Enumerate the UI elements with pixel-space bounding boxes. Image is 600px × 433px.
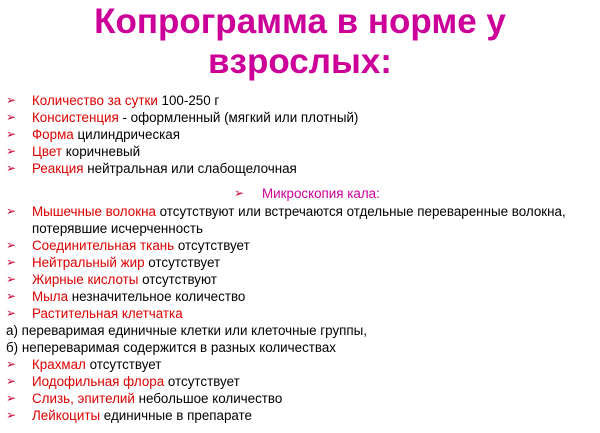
item-term: Консистенция	[32, 110, 119, 125]
arrow-bullet-icon: ➢	[6, 93, 17, 107]
arrow-bullet-icon: ➢	[6, 161, 17, 175]
item-term: Нейтральный жир	[32, 255, 145, 270]
item-text: - оформленный (мягкий или плотный)	[118, 110, 359, 125]
item-term: Форма	[32, 127, 74, 142]
arrow-bullet-icon: ➢	[6, 306, 17, 320]
item-text: отсутствуют	[138, 272, 217, 287]
arrow-bullet-icon: ➢	[6, 272, 17, 286]
item-term: Количество за сутки	[32, 93, 158, 108]
arrow-bullet-icon: ➢	[6, 374, 17, 388]
arrow-bullet-icon: ➢	[6, 408, 17, 422]
item-term: Растительная клетчатка	[32, 306, 183, 321]
list-item-leukocytes	[0, 407, 600, 424]
list-item-muscle-fibers	[0, 203, 600, 237]
item-text: единичные в препарате	[100, 408, 252, 423]
item-text: нейтральная или слабощелочная	[83, 161, 297, 176]
page-title	[0, 2, 600, 82]
item-term: Мыла	[32, 289, 69, 304]
arrow-bullet-icon: ➢	[6, 238, 17, 252]
page-title-line-1: Копрограмма в норме у	[94, 2, 506, 41]
sub-line-digestible: а) переваримая единичные клетки или клеточные группы,	[6, 323, 368, 338]
item-term: Лейкоциты	[32, 408, 101, 423]
item-text: цилиндрическая	[73, 127, 181, 142]
item-text: отсутствует	[174, 238, 250, 253]
list-item-color	[0, 143, 600, 160]
list-item-starch	[0, 356, 600, 373]
list-item-consistency	[0, 109, 600, 126]
coprogram-list	[0, 92, 600, 424]
item-text: 100-250 г	[157, 93, 220, 108]
list-item-plant-fiber	[0, 305, 600, 322]
arrow-bullet-icon: ➢	[6, 144, 17, 158]
list-item-fatty-acids	[0, 271, 600, 288]
item-term: Слизь, эпителий	[32, 391, 135, 406]
item-text: отсутствует	[164, 374, 240, 389]
section-heading-microscopy	[0, 185, 600, 202]
arrow-bullet-icon: ➢	[6, 127, 17, 141]
list-item-mucus-epithelium	[0, 390, 600, 407]
list-item-reaction	[0, 160, 600, 177]
arrow-bullet-icon: ➢	[6, 204, 17, 218]
item-term: Реакция	[32, 161, 84, 176]
item-term: Соединительная ткань	[32, 238, 175, 253]
list-item-neutral-fat	[0, 254, 600, 271]
list-item-iodophilic-flora	[0, 373, 600, 390]
arrow-bullet-icon: ➢	[6, 357, 17, 371]
item-term: Цвет	[32, 144, 63, 159]
page-title-line-2: взрослых:	[208, 42, 392, 81]
item-text: отсутствует	[144, 255, 221, 270]
list-item-amount	[0, 92, 600, 109]
item-text: небольшое количество	[134, 391, 283, 406]
arrow-bullet-icon: ➢	[234, 186, 245, 200]
item-term: Мышечные волокна	[32, 204, 156, 219]
item-term: Иодофильная флора	[32, 374, 165, 389]
list-item-form	[0, 126, 600, 143]
arrow-bullet-icon: ➢	[6, 110, 17, 124]
arrow-bullet-icon: ➢	[6, 255, 17, 269]
item-text: коричневый	[62, 144, 141, 159]
item-text: незначительное количество	[68, 289, 246, 304]
item-term: Крахмал	[32, 357, 86, 372]
arrow-bullet-icon: ➢	[6, 289, 17, 303]
item-text: отсутствует	[85, 357, 162, 372]
sub-line-indigestible: б) непереваримая содержится в разных количествах	[6, 340, 337, 355]
list-item-connective-tissue	[0, 237, 600, 254]
item-term: Жирные кислоты	[32, 272, 139, 287]
list-item-soaps	[0, 288, 600, 305]
arrow-bullet-icon: ➢	[6, 391, 17, 405]
section-label: Микроскопия кала:	[262, 186, 380, 201]
item-text: отсутствуют или встречаются отдельные переваренные волокна, потерявшие исчерченность	[32, 204, 566, 236]
